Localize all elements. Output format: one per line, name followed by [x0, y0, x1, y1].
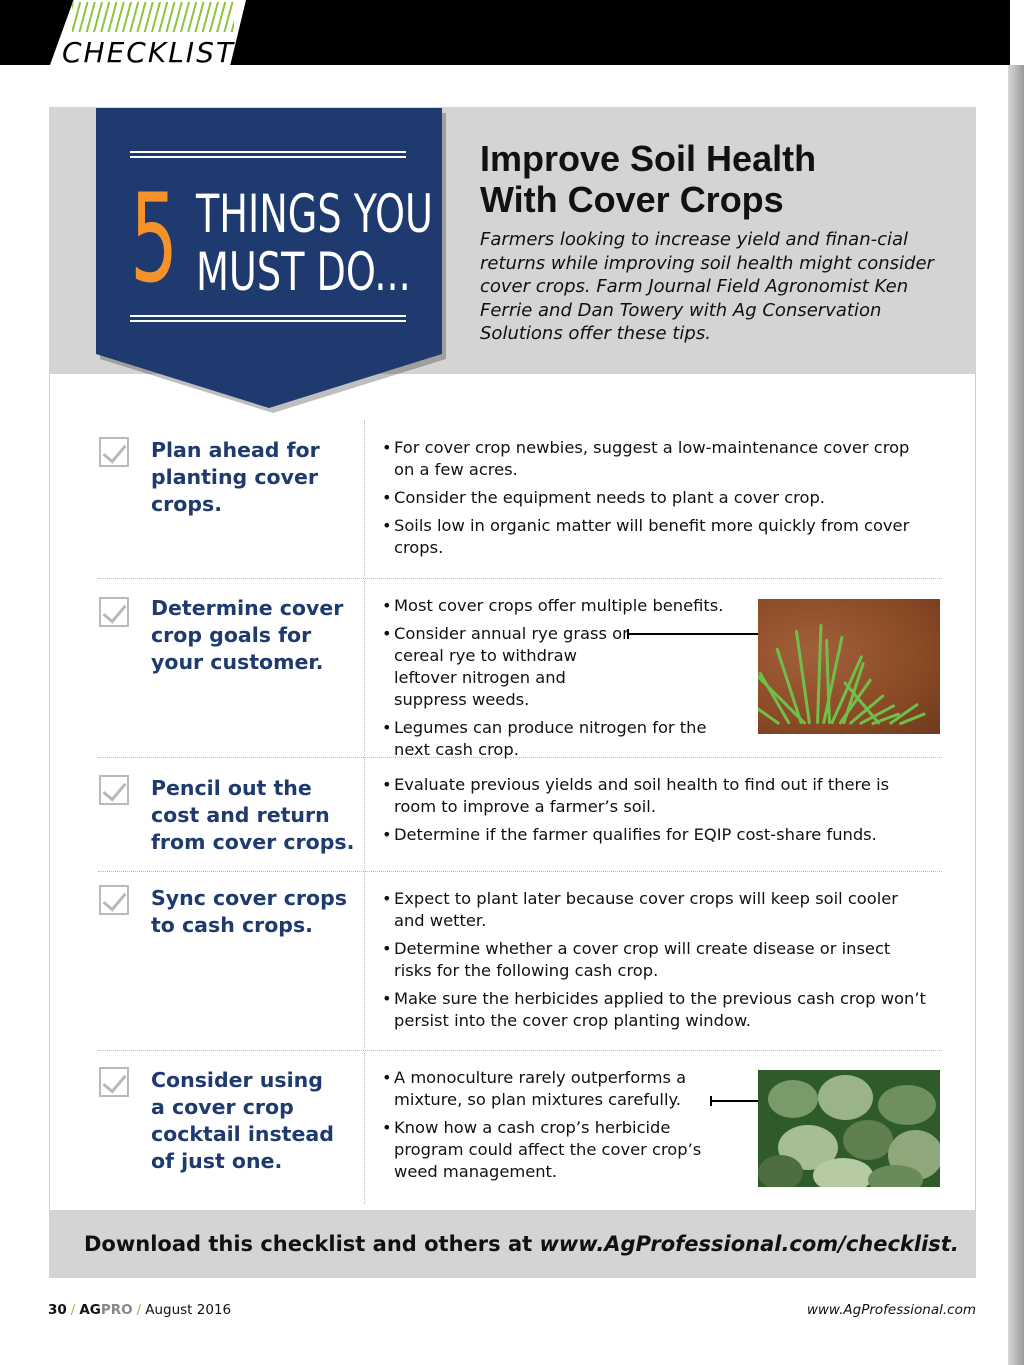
- stripes-decoration: [72, 2, 234, 32]
- checkbox-icon: [99, 1067, 129, 1097]
- banner-rule-bottom-2: [130, 320, 406, 322]
- bullet: • Determine if the farmer qualifies for EQIP cost-share funds.: [382, 824, 932, 846]
- publication-name-light: PRO: [100, 1302, 133, 1318]
- publication-name-bold: AG: [79, 1302, 101, 1318]
- leaf: [768, 1080, 818, 1118]
- rye-grass-photo: [758, 599, 940, 734]
- checkbox-icon: [99, 597, 129, 627]
- download-line: [84, 1232, 959, 1256]
- page-number: 30: [48, 1302, 67, 1318]
- bullet: • Legumes can produce nitrogen for the next cash crop.: [382, 717, 732, 761]
- item-title: Consider using a cover crop cocktail instead of just one.: [151, 1068, 334, 1173]
- banner-number: 5: [130, 168, 179, 310]
- checkbox-icon: [99, 775, 129, 805]
- item-title: Plan ahead for planting cover crops.: [151, 438, 320, 516]
- download-link[interactable]: www.AgProfessional.com/checklist.: [539, 1232, 959, 1256]
- leaf: [878, 1085, 936, 1125]
- item-bullets: [382, 437, 922, 565]
- bullet: • Consider annual rye grass or cereal rye to withdraw leftover nitrogen and suppress weeds.: [382, 623, 632, 711]
- item-bullets: [382, 888, 930, 1038]
- bullet: • Evaluate previous yields and soil health to find out if there is room to improve a farmer’s soil.: [382, 774, 932, 818]
- bullet: • Soils low in organic matter will benefit more quickly from cover crops.: [382, 515, 922, 559]
- banner-line-2: MUST DO...: [196, 242, 411, 303]
- grass-blade: [816, 624, 822, 724]
- bullet: • Expect to plant later because cover crops will keep soil cooler and wetter.: [382, 888, 930, 932]
- row-divider: [98, 1050, 942, 1051]
- leaf: [818, 1075, 873, 1120]
- bullet: • A monoculture rarely outperforms a mixture, so plan mixtures carefully.: [382, 1067, 712, 1111]
- banner-rule-top: [130, 151, 406, 153]
- leaf: [868, 1165, 923, 1187]
- issue-date: August 2016: [145, 1302, 232, 1318]
- download-text: Download this checklist and others at: [84, 1232, 533, 1256]
- item-title: Pencil out the cost and return from cover crops.: [151, 776, 355, 854]
- intro-text: Farmers looking to increase yield and finan-cial returns while improving soil health might consider cover crops. Farm Journal Field Agronomist Ken Ferrie and Dan Towery with Ag Conservation Solutions offer these tips.: [480, 229, 934, 345]
- bullet: • Most cover crops offer multiple benefits.: [382, 595, 752, 617]
- leaf: [758, 1155, 803, 1187]
- bullet: • Consider the equipment needs to plant a cover crop.: [382, 487, 922, 509]
- item-title: Sync cover crops to cash crops.: [151, 886, 347, 937]
- leaf: [813, 1158, 873, 1187]
- grass-blade: [758, 673, 807, 725]
- checkbox-icon: [99, 885, 129, 915]
- footer-website[interactable]: www.AgProfessional.com: [806, 1302, 976, 1318]
- row-divider: [98, 871, 942, 872]
- row-divider: [98, 578, 942, 579]
- title-line-1: Improve Soil Health: [480, 138, 817, 179]
- checkbox-icon: [99, 437, 129, 467]
- banner-rule-top-2: [130, 156, 406, 158]
- item-bullets: [382, 595, 752, 767]
- leaf: [843, 1120, 893, 1160]
- banner-text: [196, 186, 433, 302]
- title-line-2: With Cover Crops: [480, 179, 784, 220]
- section-tab-label: CHECKLIST: [62, 36, 235, 69]
- item-title: Determine cover crop goals for your customer.: [151, 596, 344, 674]
- item-bullets: [382, 1067, 727, 1189]
- bullet: • Know how a cash crop’s herbicide program could affect the cover crop’s weed management.: [382, 1117, 727, 1183]
- page-edge: [1008, 65, 1024, 1365]
- banner-rule-bottom: [130, 315, 406, 317]
- bullet: • Make sure the herbicides applied to the previous cash crop won’t persist into the cover crop planting window.: [382, 988, 930, 1032]
- cover-crop-mixture-photo: [758, 1070, 940, 1187]
- page-footer-left: 30 / AGPRO / August 2016: [48, 1302, 232, 1318]
- item-bullets: [382, 774, 932, 852]
- page-title: [480, 138, 816, 220]
- bullet: • Determine whether a cover crop will create disease or insect risks for the following cash crop.: [382, 938, 930, 982]
- bullet: • For cover crop newbies, suggest a low-maintenance cover crop on a few acres.: [382, 437, 922, 481]
- banner-line-1: THINGS YOU: [196, 184, 433, 245]
- column-divider: [364, 420, 365, 1204]
